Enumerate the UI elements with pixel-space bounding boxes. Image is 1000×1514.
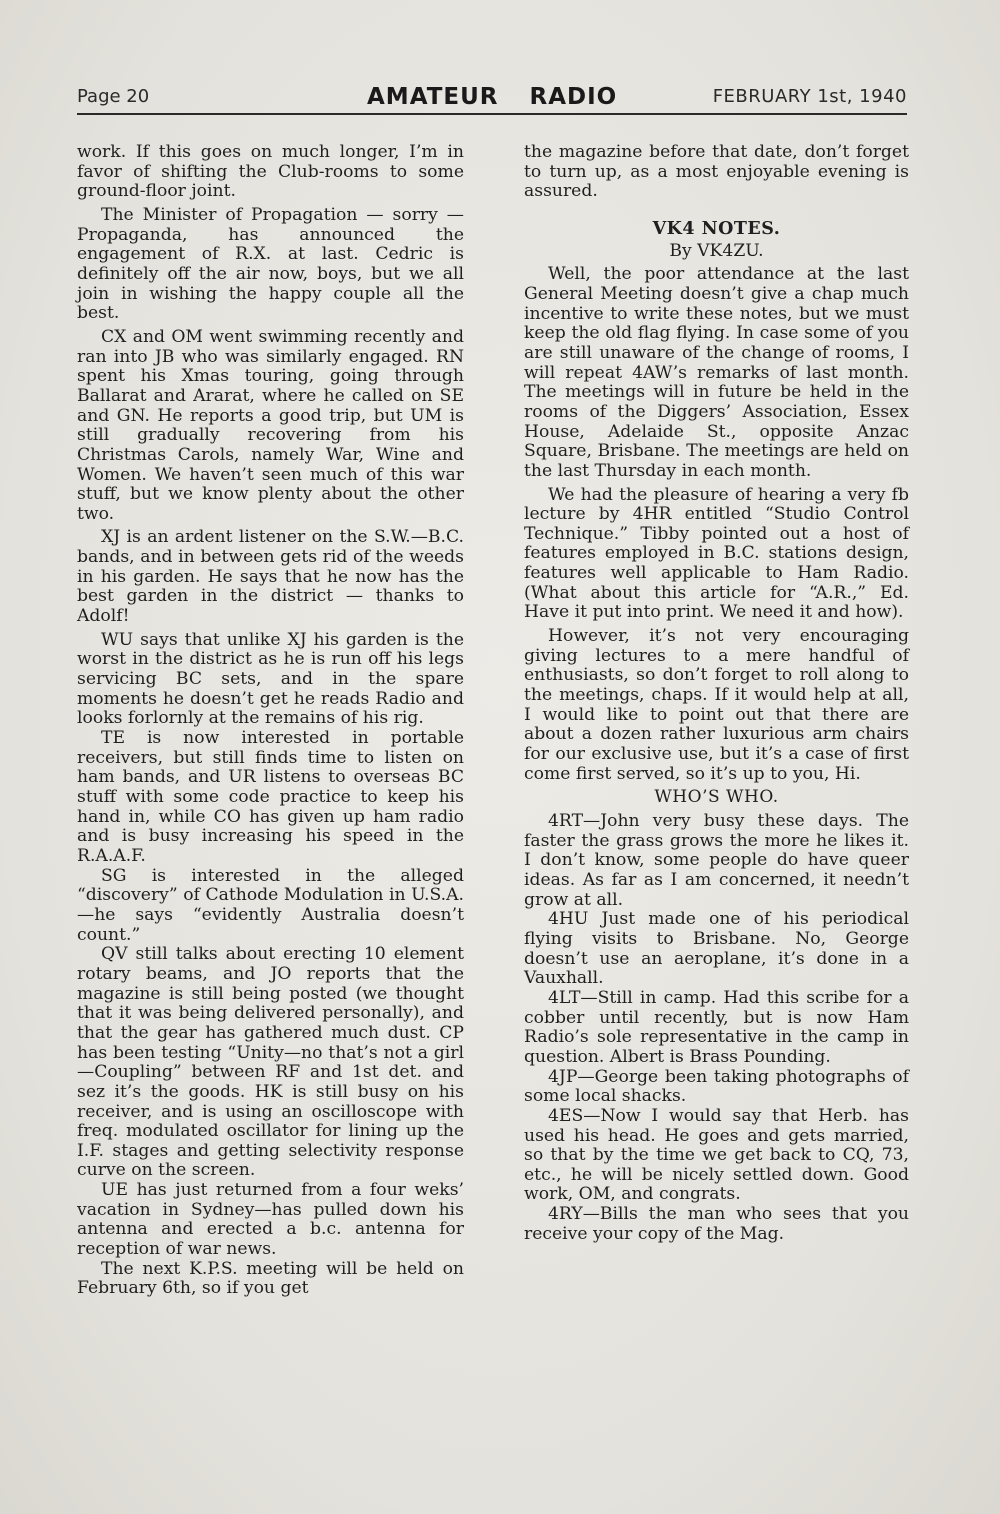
byline: By VK4ZU. [669,240,764,261]
paragraph: UE has just returned from a four weks’ vacation in Sydney—has pulled down his antenna and erected a b.c. antenna for reception of war news. [77,1180,464,1260]
paragraph: We had the pleasure of hearing a very fb lecture by 4HR entitled “Studio Control Technique.” Tibby pointed out a host of features employed in B.C. stations design, features well applicable to Ham Radio. (What about this article for “A.R.,” Ed. Have it put into print. We need it and how). [524,484,909,623]
whos-who-entry: 4HU Just made one of his periodical flying visits to Brisbane. No, George doesn’t use an aeroplane, it’s done in a Vauxhall. [524,909,909,989]
paragraph: The Minister of Propagation — sorry — Propaganda, has announced the engagement of R.X. at last. Cedric is definitely off the air now, boys, but we all join in wishing the happy couple all the best. [77,204,464,324]
whos-who-entry: 4RY—Bills the man who sees that you receive your copy of the Mag. [524,1204,909,1244]
page-number: Page 20 [77,86,150,107]
paragraph: The next K.P.S. meeting will be held on February 6th, so if you get [77,1258,464,1299]
whos-who-entry: 4JP—George been taking photographs of some local shacks. [524,1066,909,1107]
paragraph: XJ is an ardent listener on the S.W.—B.C. bands, and in between gets rid of the weeds in his garden. He says that he now has the best garden in the district — thanks to Adolf! [77,527,464,627]
header-rule [77,113,907,115]
section-heading: VK4 NOTES. [652,218,781,239]
magazine-title: AMATEUR RADIO [367,84,618,110]
whos-who-entry: 4ES—Now I would say that Herb. has used his head. He goes and gets married, so that by the time we get back to CQ, 73, etc., he will be nicely settled down. Good work, OM, and congrats. [524,1105,909,1205]
page-header [77,84,907,114]
paragraph: WU says that unlike XJ his garden is the worst in the district as he is run off his legs servicing BC sets, and in the spare moments he doesn’t get he reads Radio and looks forlornly at the remains of his rig. [77,629,464,729]
issue-date: FEBRUARY 1st, 1940 [712,86,907,107]
paragraph: QV still talks about erecting 10 element rotary beams, and JO reports that the magazine is still being posted (we thought that it was being delivered personally), and that the gear has gathered much dust. CP has been testing “Unity—no that’s not a girl—Coupling” between RF and 1st det. and sez it’s the goods. HK is still busy on his receiver, and is using an oscilloscope with freq. modulated oscillator for lining up the I.F. stages and getting selectivity response curve on the screen. [77,944,464,1181]
right-column [524,143,909,1244]
paragraph: TE is now interested in portable receivers, but still finds time to listen on ham bands, and UR listens to overseas BC stuff with some code practice to keep his hand in, while CO has given up ham radio and is busy increasing his speed in the R.A.A.F. [77,728,464,866]
left-column [77,143,464,1299]
paragraph: Well, the poor attendance at the last General Meeting doesn’t give a chap much incentive to write these notes, but we must keep the old flag flying. In case some of you are still unaware of the change of rooms, I will repeat 4AW’s remarks of last month. The meetings will in future be held in the rooms of the Diggers’ Association, Essex House, Adelaide St., opposite Anzac Square, Brisbane. The meetings are held on the last Thursday in each month. [524,264,909,481]
paragraph: the magazine before that date, don’t forget to turn up, as a most enjoyable evening is assured. [524,142,909,202]
whos-who-entry: 4RT—John very busy these days. The faster the grass grows the more he likes it. I don’t know, some people do have queer ideas. As far as I am concerned, it needn’t grow at all. [524,811,909,910]
paragraph: SG is interested in the alleged “discovery” of Cathode Modulation in U.S.A.—he says “evidently Australia doesn’t count.” [77,865,464,945]
whos-who-entry: 4LT—Still in camp. Had this scribe for a cobber until recently, but is now Ham Radio’s sole representative in the camp in question. Albert is Brass Pounding. [524,987,909,1067]
paragraph: work. If this goes on much longer, I’m in favor of shifting the Club-rooms to some ground-floor joint. [77,142,464,202]
paragraph: CX and OM went swimming recently and ran into JB who was similarly engaged. RN spent his Xmas touring, going through Ballarat and Ararat, where he called on SE and GN. He reports a good trip, but UM is still gradually recovering from his Christmas Carols, namely War, Wine and Women. We haven’t seen much of this war stuff, but we know plenty about the other two. [77,326,464,524]
subsection-heading: WHO’S WHO. [654,787,779,808]
paragraph: However, it’s not very encouraging giving lectures to a mere handful of enthusiasts, so don’t forget to roll along to the meetings, chaps. If it would help at all, I would like to point out that there are about a dozen rather luxurious arm chairs for our exclusive use, but it’s a case of first come first served, so it’s up to you, Hi. [524,626,909,784]
